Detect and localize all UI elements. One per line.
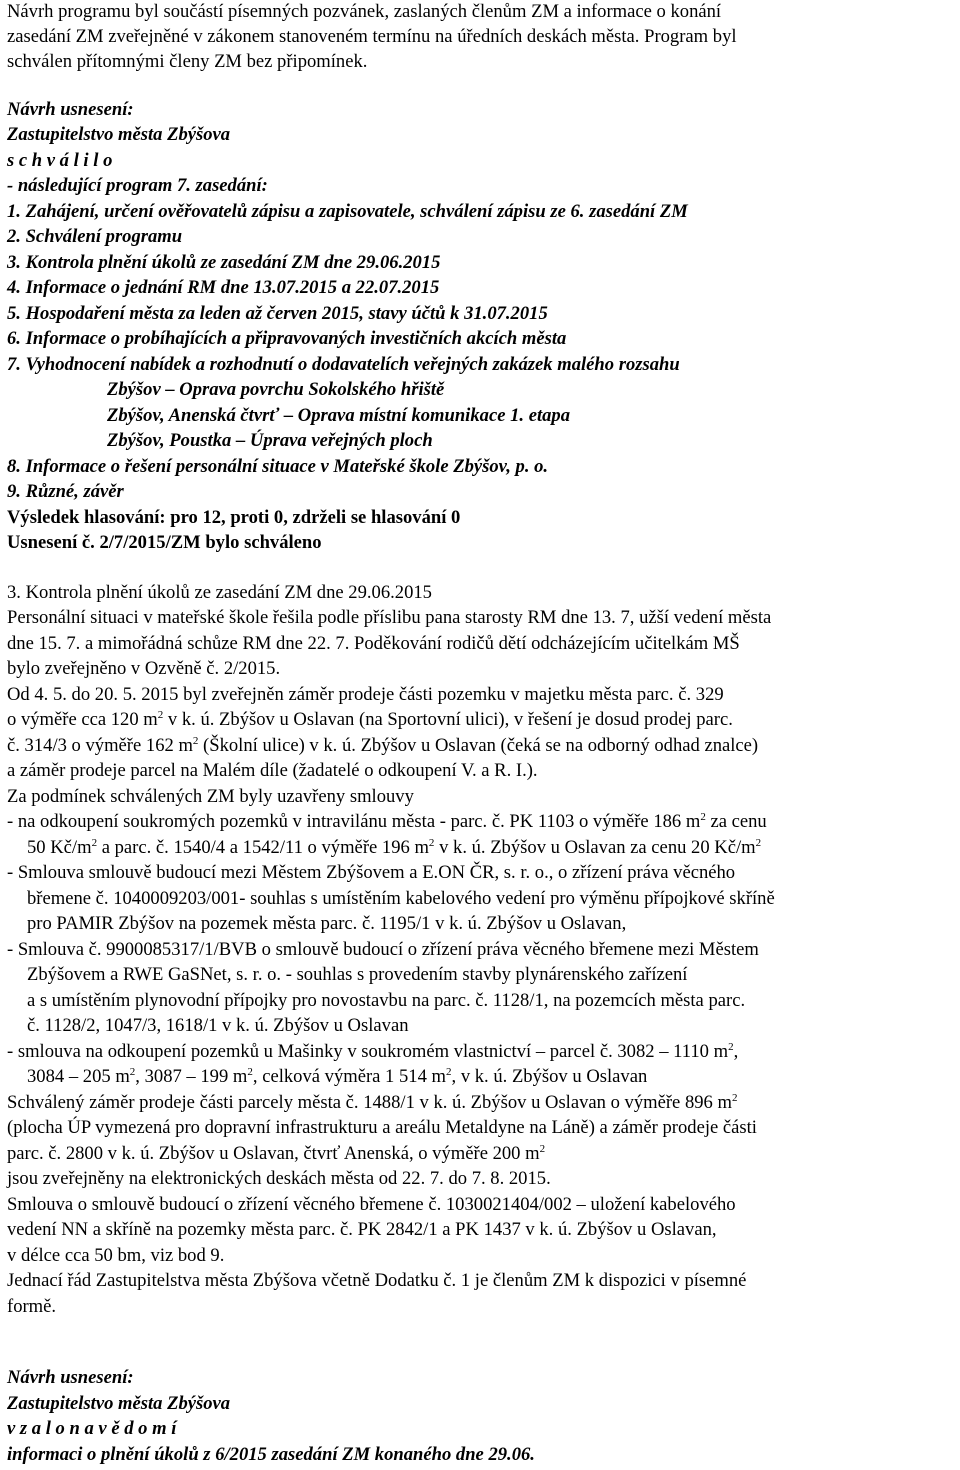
- s3-p4-line-2: vedení NN a skříně na pozemky města parc. č. PK 2842/1 a PK 1437 v k. ú. Zbýšov u Oslavan,: [7, 1219, 717, 1240]
- s3-p5-line-1: Jednací řád Zastupitelstva města Zbýšova včetně Dodatku č. 1 je členům ZM k dispozici v písemné: [7, 1270, 747, 1291]
- s3-p1-line-3: bylo zveřejněno v Ozvěně č. 2/2015.: [7, 658, 281, 679]
- contract-1-line-1: - na odkoupení soukromých pozemků v intravilánu města - parc. č. PK 1103 o výměře 186 $m^2$ za cenu: [7, 811, 767, 832]
- contracts-heading: Za podmínek schválených ZM byly uzavřeny smlouvy: [7, 786, 414, 807]
- program-item-3: 3. Kontrola plnění úkolů ze zasedání ZM dne 29.06.2015: [7, 252, 441, 273]
- contract-3-line-1: - Smlouva č. 9900085317/1/BVB o smlouvě budoucí o zřízení práva věcného břemene mezi Městem: [7, 939, 759, 960]
- program-item-1: 1. Zahájení, určení ověřovatelů zápisu a zapisovatele, schválení zápisu ze 6. zasedání ZM: [7, 201, 688, 222]
- proposal-verb: s c h v á l i l o: [7, 150, 113, 171]
- program-intro: - následující program 7. zasedání:: [7, 175, 268, 196]
- program-item-2: 2. Schválení programu: [7, 226, 183, 247]
- proposal2-verb: v z a l o n a v ě d o m í: [7, 1418, 177, 1439]
- vote-result: Výsledek hlasování: pro 12, proti 0, zdrželi se hlasování 0: [7, 507, 461, 528]
- proposal-body: Zastupitelstvo města Zbýšova: [7, 124, 231, 145]
- s3-p1-line-2: dne 15. 7. a mimořádná schůze RM dne 22. 7. Poděkování rodičů dětí odcházejícím učitelkám MŠ: [7, 633, 740, 654]
- contract-3-line-2: Zbýšovem a RWE GaSNet, s. r. o. - souhlas s provedením stavby plynárenského zařízení: [27, 964, 688, 985]
- proposal2-text: informaci o plnění úkolů z 6/2015 zasedání ZM konaného dne 29.06.: [7, 1444, 535, 1465]
- intro-line-2: zasedání ZM zveřejněné v zákonem stanoveném termínu na úředních deskách města. Program byl: [7, 26, 737, 47]
- s3-p3-line-4: jsou zveřejněny na elektronických deskách města od 22. 7. do 7. 8. 2015.: [7, 1168, 551, 1189]
- s3-p3-line-1: Schválený záměr prodeje části parcely města č. 1488/1 v k. ú. Zbýšov u Oslavan o výměře 896 $m^2$: [7, 1092, 738, 1113]
- s3-p2-line-2: o výměře cca 120 $m^2$ v k. ú. Zbýšov u Oslavan (na Sportovní ulici), v řešení je dosud prodej parc.: [7, 709, 733, 730]
- s3-p2-line-1: Od 4. 5. do 20. 5. 2015 byl zveřejněn záměr prodeje části pozemku v majetku města parc. č. 329: [7, 684, 724, 705]
- contract-2-line-3: pro PAMIR Zbýšov na pozemek města parc. č. 1195/1 v k. ú. Zbýšov u Oslavan,: [27, 913, 627, 934]
- s3-p2-line-4: a záměr prodeje parcel na Malém díle (žadatelé o odkoupení V. a R. I.).: [7, 760, 538, 781]
- resolution-line: Usnesení č. 2/7/2015/ZM bylo schváleno: [7, 532, 322, 553]
- s3-p4-line-1: Smlouva o smlouvě budoucí o zřízení věcného břemene č. 1030021404/002 – uložení kabelového: [7, 1194, 736, 1215]
- section3-heading: 3. Kontrola plnění úkolů ze zasedání ZM dne 29.06.2015: [7, 582, 432, 603]
- program-subitem-2: Zbýšov, Anenská čtvrť – Oprava místní komunikace 1. etapa: [107, 405, 571, 426]
- program-item-8: 8. Informace o řešení personální situace v Mateřské škole Zbýšov, p. o.: [7, 456, 549, 477]
- intro-line-3: schválen přítomnými členy ZM bez připomínek.: [7, 51, 368, 72]
- s3-p3-line-2: (plocha ÚP vymezená pro dopravní infrastrukturu a areálu Metaldyne na Láně) a záměr prodeje části: [7, 1117, 757, 1138]
- s3-p3-line-3: parc. č. 2800 v k. ú. Zbýšov u Oslavan, čtvrť Anenská, o výměře 200 $m^2$: [7, 1143, 546, 1164]
- contract-3-line-3: a s umístěním plynovodní přípojky pro novostavbu na parc. č. 1128/1, na pozemcích města parc.: [27, 990, 746, 1011]
- program-item-6: 6. Informace o probíhajících a připravovaných investičních akcích města: [7, 328, 567, 349]
- s3-p1-line-1: Personální situaci v mateřské škole řešila podle příslibu pana starosty RM dne 13. 7, užší vedení města: [7, 607, 772, 628]
- intro-line-1: Návrh programu byl součástí písemných pozvánek, zaslaných členům ZM a informace o konání: [7, 1, 722, 22]
- proposal2-heading: Návrh usnesení:: [7, 1367, 134, 1388]
- program-item-5: 5. Hospodaření města za leden až červen 2015, stavy účtů k 31.07.2015: [7, 303, 548, 324]
- s3-p4-line-3: v délce cca 50 bm, viz bod 9.: [7, 1245, 225, 1266]
- contract-4-line-2: 3084 – 205 $m^2$, 3087 – 199 $m^2$, celková výměra 1 514 $m^2$, v k. ú. Zbýšov u Oslavan: [27, 1066, 648, 1087]
- program-subitem-3: Zbýšov, Poustka – Úprava veřejných ploch: [107, 430, 433, 451]
- contract-4-line-1: - smlouva na odkoupení pozemků u Mašinky v soukromém vlastnictví – parcel č. 3082 – 1110 $m^2$,: [7, 1041, 739, 1062]
- s3-p5-line-2: formě.: [7, 1296, 57, 1317]
- proposal-heading: Návrh usnesení:: [7, 99, 134, 120]
- program-item-4: 4. Informace o jednání RM dne 13.07.2015 a 22.07.2015: [7, 277, 440, 298]
- contract-1-line-2: 50 $Kč/m^2$ a parc. č. 1540/4 a 1542/11 o výměře 196 $m^2$ v k. ú. Zbýšov u Oslavan za cenu 20 $Kč/m^2$: [27, 837, 762, 858]
- proposal2-body: Zastupitelstvo města Zbýšova: [7, 1393, 231, 1414]
- contract-2-line-1: - Smlouva smlouvě budoucí mezi Městem Zbýšovem a E.ON ČR, s. r. o., o zřízení práva věcného: [7, 862, 736, 883]
- contract-2-line-2: břemene č. 1040009203/001- souhlas s umístěním kabelového vedení pro výměnu přípojkové skříně: [27, 888, 775, 909]
- s3-p2-line-3: č. 314/3 o výměře 162 $m^2$ (Školní ulice) v k. ú. Zbýšov u Oslavan (čeká se na odborný odhad znalce): [7, 735, 759, 756]
- program-item-9: 9. Různé, závěr: [7, 481, 124, 502]
- contract-3-line-4: č. 1128/2, 1047/3, 1618/1 v k. ú. Zbýšov u Oslavan: [27, 1015, 409, 1036]
- program-item-7: 7. Vyhodnocení nabídek a rozhodnutí o dodavatelích veřejných zakázek malého rozsahu: [7, 354, 680, 375]
- program-subitem-1: Zbýšov – Oprava povrchu Sokolského hřiště: [107, 379, 445, 400]
